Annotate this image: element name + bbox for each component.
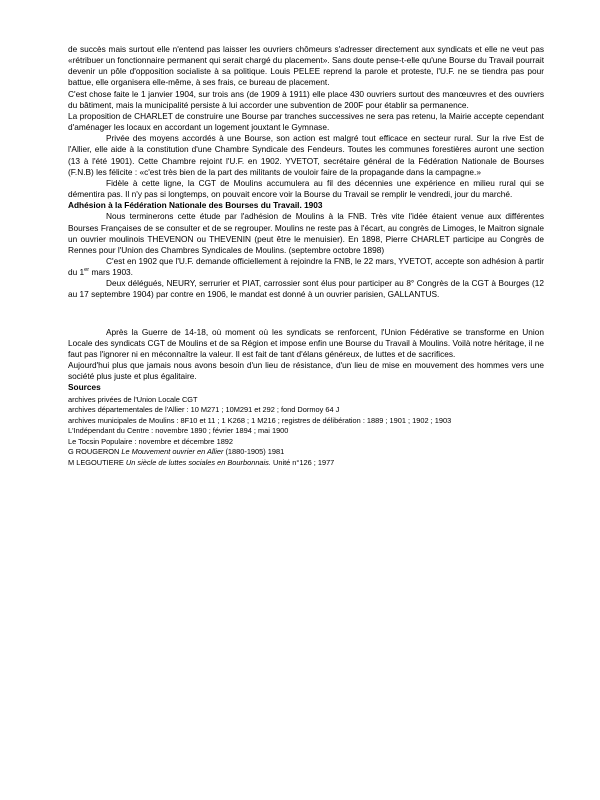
- sources-heading: Sources: [68, 382, 101, 393]
- paragraph: C'est chose faite le 1 janvier 1904, sur trois ans (de 1909 à 1911) elle place 430 ouvriers surtout des manœuvres et des ouvriers du bâtiment, mais la municipalité persiste à lui accorder une subvention de 200F pour établir sa permanence.: [68, 88, 544, 110]
- paragraph: Après la Guerre de 14-18, où moment où les syndicats se renforcent, l'Union Fédérative se transforme en Union Locale des syndicats CGT de Moulins et de sa Région et impose enfin une Bourse du Travail à Moulins. Voilà notre héritage, il ne faut pas l'ignorer ni en méconnaître la valeur. Il est fait de tant d'élans généreux, de luttes et de sacrifices.: [68, 326, 544, 359]
- paragraph: de succès mais surtout elle n'entend pas laisser les ouvriers chômeurs s'adresser directement aux syndicats et elle ne veut pas «rétribuer un fonctionnaire permanent qui serait chargé du placement». Sans doute pense-t-elle qu'une Bourse du Travail pourrait devenir un pôle d'opposition socialiste à sa politique. Louis PELEE reprend la parole et proteste, l'U.F. ne se tiendra pas pour battue, elle organisera elle-même, à ses frais, ce bureau de placement.: [68, 44, 544, 88]
- source-item: G ROUGERON Le Mouvement ouvrier en Allier (1880-1905) 1981: [68, 447, 285, 457]
- paragraph: Deux délégués, NEURY, serrurier et PIAT, carrossier sont élus pour participer au 8° Congrès de la CGT à Bourges (12 au 17 septembre 1904) par contre en 1906, le mandat est donné à un ouvrier parisien, GALLANTUS.: [68, 278, 544, 300]
- paragraph: C'est en 1902 que l'U.F. demande officiellement à rejoindre la FNB, le 22 mars, YVETOT, accepte son adhésion à partir du 1er mars 1903.: [68, 255, 544, 278]
- source-item: archives départementales de l'Allier : 10 M271 ; 10M291 et 292 ; fond Dormoy 64 J: [68, 405, 340, 415]
- source-item: archives municipales de Moulins : 8F10 et 11 ; 1 K268 ; 1 M216 ; registres de délibération : 1889 ; 1901 ; 1902 ; 1903: [68, 415, 452, 425]
- source-item: Le Tocsin Populaire : novembre et décembre 1892: [68, 436, 234, 446]
- document-body: [68, 44, 544, 468]
- section-heading: Adhésion à la Fédération Nationale des Bourses du Travail. 1903: [68, 200, 323, 211]
- paragraph: Fidèle à cette ligne, la CGT de Moulins accumulera au fil des décennies une expérience en milieu rural qui se démentira pas. Il n'y pas si longtemps, on pouvait encore voir la Bourse du Travail se remplir le vendredi, jour du marché.: [68, 177, 544, 200]
- paragraph: Aujourd'hui plus que jamais nous avons besoin d'un lieu de résistance, d'un lieu de mise en mouvement des hommes vers une société plus juste et plus égalitaire.: [68, 360, 544, 382]
- paragraph: La proposition de CHARLET de construire une Bourse par tranches successives ne sera pas retenu, la Mairie accepte cependant d'aménager les locaux en accordant un logement jouxtant le Gymnase.: [68, 110, 544, 133]
- source-item: M LEGOUTIERE Un siècle de luttes sociales en Bourbonnais. Unité n°126 ; 1977: [68, 457, 335, 467]
- paragraph: Privée des moyens accordés à une Bourse, son action est malgré tout efficace en secteur rural. Sur la rive Est de l'Allier, elle aide à la constitution d'une Chambre Syndicale des Fendeurs. Toutes les communes forestières auront une section (13 à l'été 1901). Cette Chambre rejoint l'U.F. en 1902. YVETOT, secrétaire général de la Fédération Nationale de Bourses (F.N.B) les félicite : «c'est très bien de la part des militants de vouloir faire de la propagande dans la campagne.»: [68, 133, 544, 177]
- paragraph: Nous terminerons cette étude par l'adhésion de Moulins à la FNB. Très vite l'idée étaient venue aux différentes Bourses Françaises de se consulter et de se regrouper. Moulins ne reste pas à l'écart, au congrès de Limoges, le Maitron signale un ouvrier moulinois THEVENON ou THEVENIN (peut être le menuisier). En 1898, Pierre CHARLET participe au Congrès de Rennes pour l'Union des Chambres Syndicales de Moulins. (septembre octobre 1898): [68, 211, 544, 255]
- sources-list: [68, 395, 544, 469]
- source-item: archives privées de l'Union Locale CGT: [68, 394, 198, 404]
- source-item: L'Indépendant du Centre : novembre 1890 ; février 1894 ; mai 1900: [68, 426, 289, 436]
